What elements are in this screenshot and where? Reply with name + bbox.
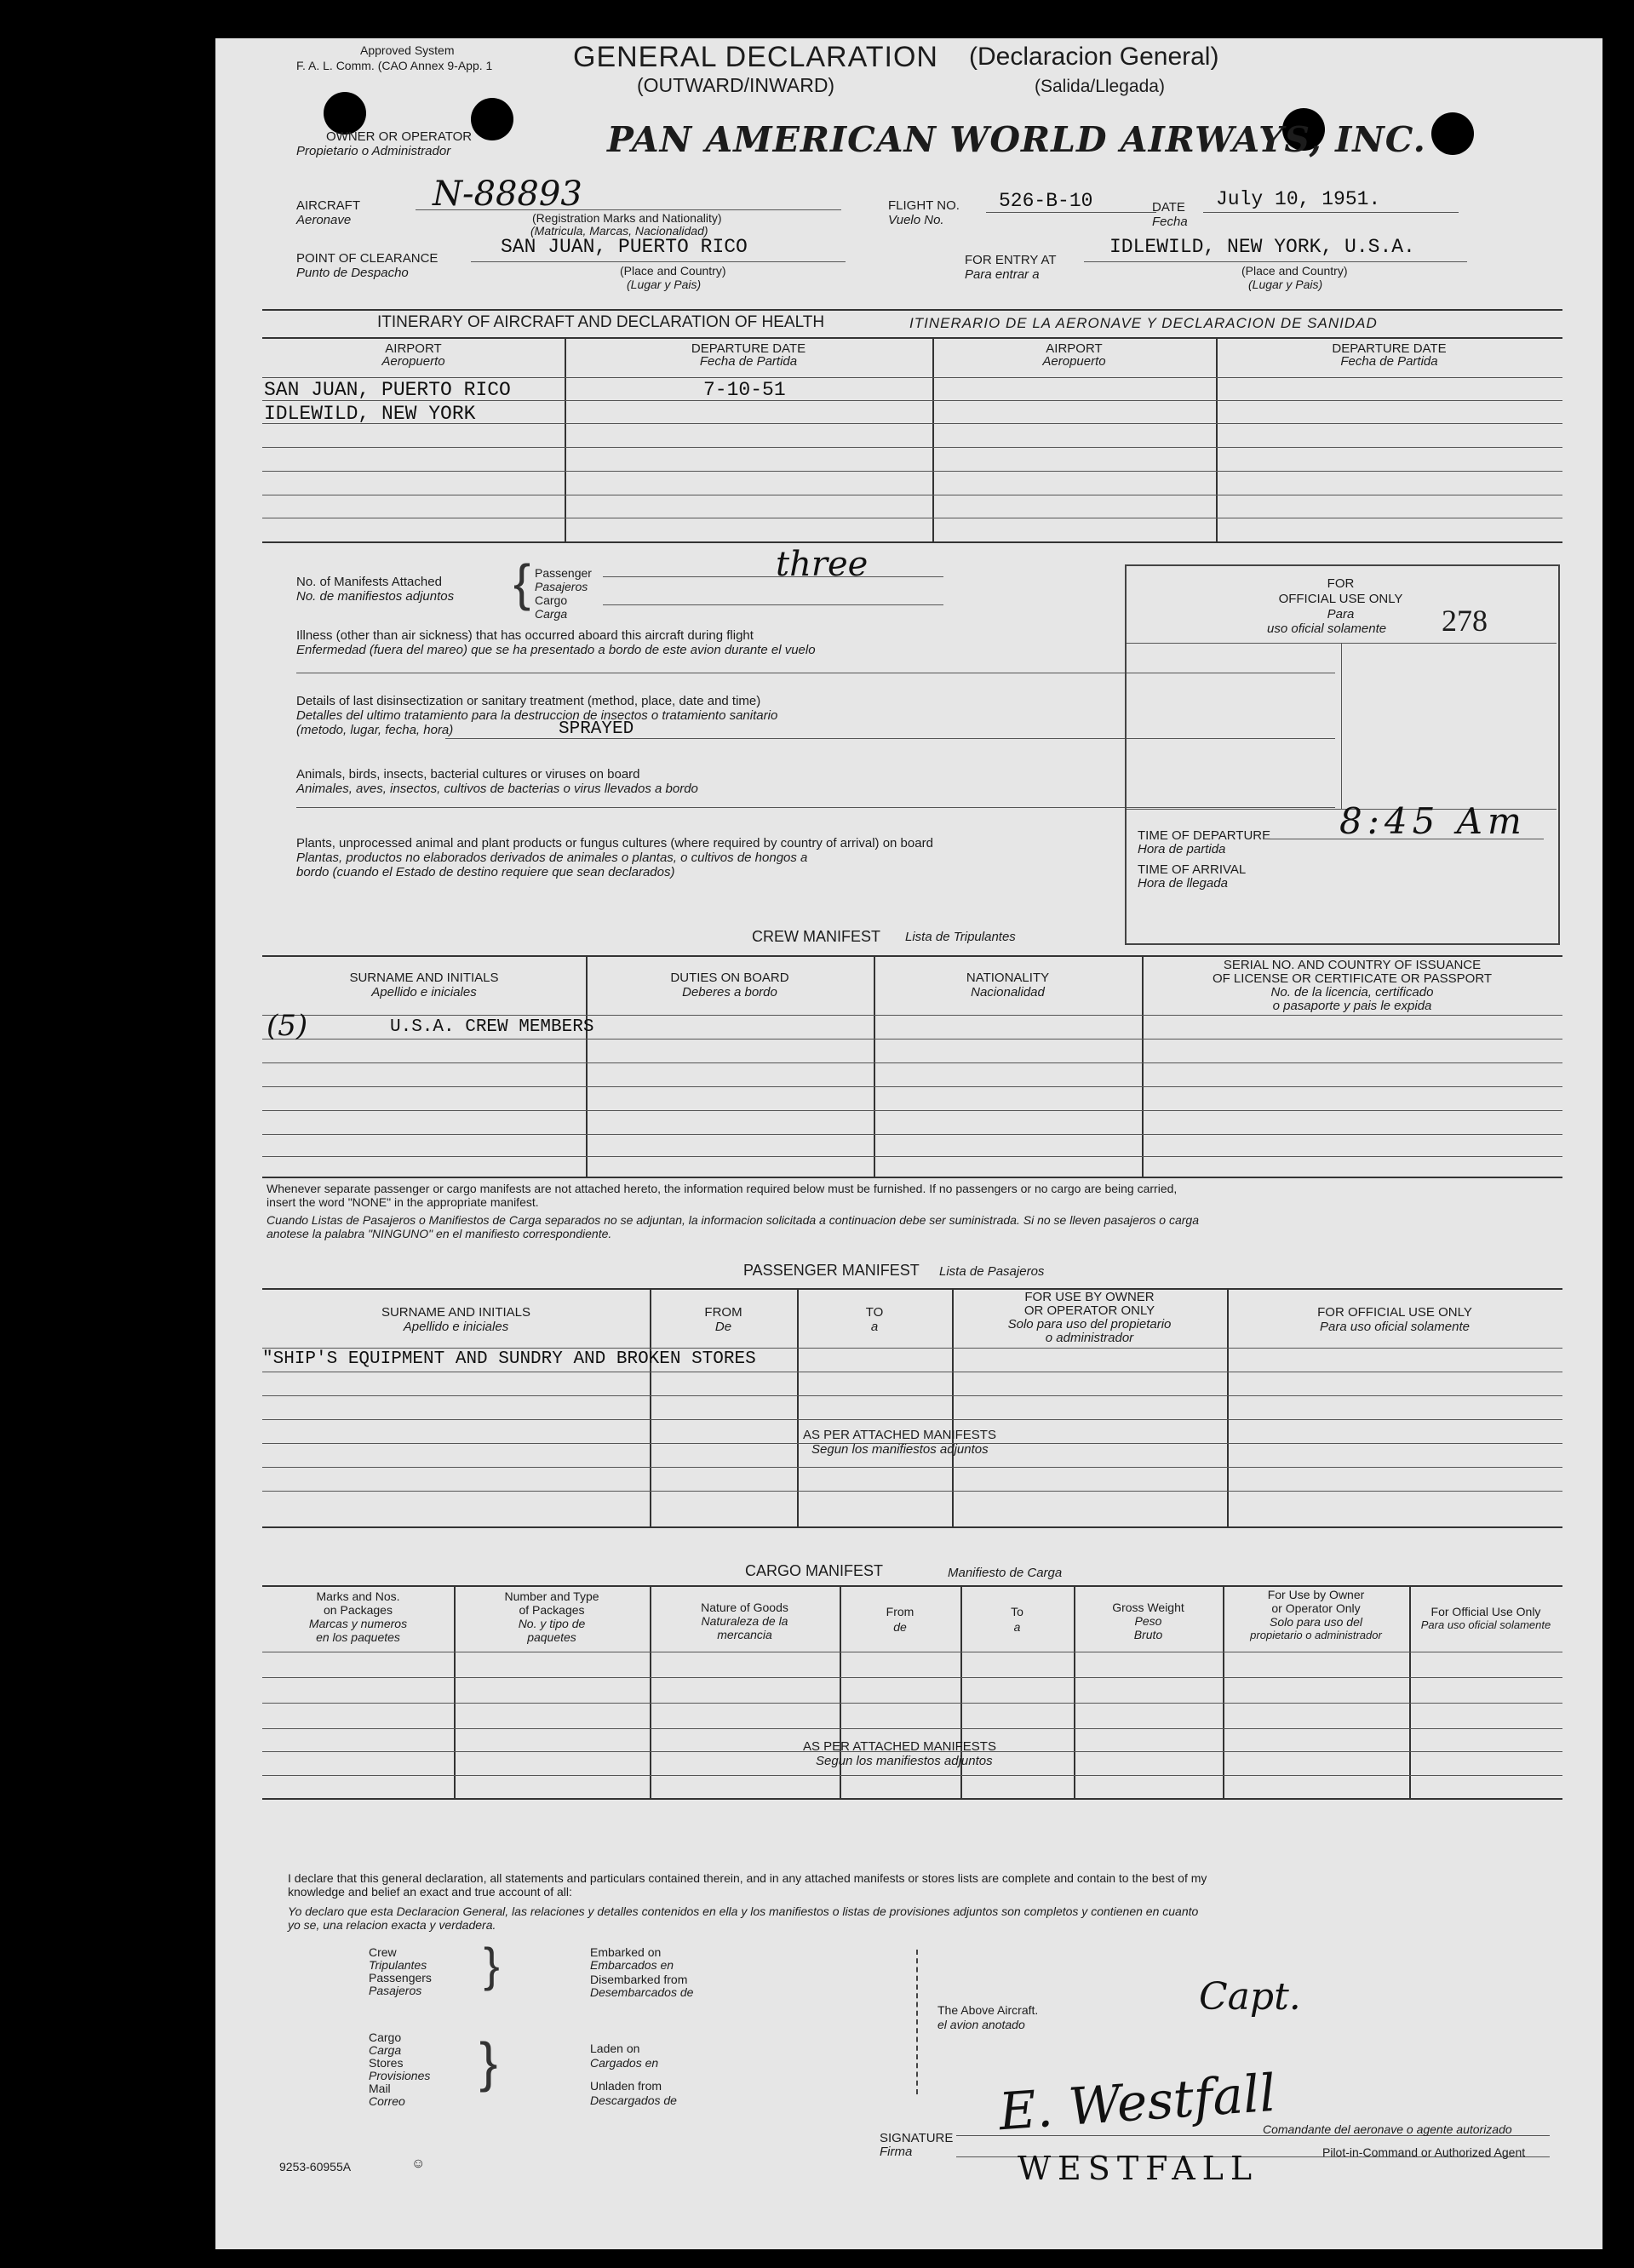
clearance-label-es: Punto de Despacho — [296, 266, 409, 280]
manifests-value: three — [776, 545, 869, 584]
cargo-col-marks-2: on Packages — [324, 1603, 393, 1617]
disinsect-label-es-2: (metodo, lugar, fecha, hora) — [296, 723, 454, 737]
illness-label-es: Enfermedad (fuera del mareo) que se ha presentado a bordo de este avion durante el vuelo — [296, 643, 816, 657]
cargo-col-marks: Marks and Nos. — [316, 1589, 400, 1603]
cargo-col-weight: Gross Weight — [1112, 1601, 1184, 1614]
cargo-col-weight-es-2: Bruto — [1133, 1628, 1163, 1641]
commander-es: Comandante del aeronave o agente autorizado — [1263, 2122, 1512, 2136]
decl-mail: Mail — [369, 2082, 391, 2095]
punch-hole — [1431, 112, 1474, 155]
notice-l3: Cuando Listas de Pasajeros o Manifiestos de Carga separados no se adjuntan, la informacion solicitada a continuacion debe ser suministrada. Si no se lleven pasajeros o carga — [267, 1213, 1199, 1227]
brace-icon: { — [513, 554, 531, 611]
itinerary-title: ITINERARY OF AIRCRAFT AND DECLARATION OF HEALTH — [377, 313, 825, 331]
plants-label-es: Plantas, productos no elaborados derivados de animales o plantas, o cultivos de hongos a — [296, 850, 808, 865]
manifests-label-es: No. de manifiestos adjuntos — [296, 589, 455, 604]
declaration-l2: knowledge and belief an exact and true account of all: — [288, 1885, 572, 1899]
departure-label-es: Hora de partida — [1138, 842, 1226, 856]
departure-label: TIME OF DEPARTURE — [1138, 828, 1271, 843]
decl-crew: Crew — [369, 1945, 397, 1959]
itin-col-departure-2-es: Fecha de Partida — [1340, 354, 1438, 369]
approved-system: Approved System — [360, 43, 455, 57]
pass-col-from-es: De — [714, 1320, 732, 1334]
brace-icon: } — [484, 1938, 500, 1991]
cargo-col-official: For Official Use Only — [1430, 1605, 1541, 1618]
declaration-l3: Yo declaro que esta Declaracion General, las relaciones y detalles contenidos en ella y los manifiestos o listas de provisiones adjuntos son completos y contienen en cuanto — [288, 1904, 1199, 1918]
entry-label: FOR ENTRY AT — [965, 253, 1057, 267]
aircraft-sub1: (Registration Marks and Nationality) — [532, 211, 722, 225]
passenger-title-es: Lista de Pasajeros — [939, 1264, 1045, 1279]
pass-col-owner-es-2: o administrador — [1045, 1331, 1134, 1345]
decl-stores-es: Provisiones — [369, 2069, 431, 2082]
above-aircraft-es: el avion anotado — [937, 2018, 1025, 2031]
pass-col-official-es: Para uso oficial solamente — [1320, 1320, 1470, 1334]
date-label: DATE — [1152, 200, 1185, 215]
pass-col-owner-es: Solo para uso del propietario — [1007, 1317, 1172, 1332]
decl-cargo-es: Carga — [369, 2043, 402, 2057]
decl-emb: Embarked on — [590, 1945, 662, 1959]
pass-col-to-es: a — [870, 1320, 879, 1334]
crew-col-nationality: NATIONALITY — [966, 971, 1050, 985]
itin-col-departure: DEPARTURE DATE — [691, 341, 806, 356]
departure-value: 8:45 Am — [1339, 800, 1527, 842]
punch-hole — [324, 92, 366, 135]
pass-col-to: TO — [865, 1305, 884, 1320]
cargo-col-number-2: of Packages — [519, 1603, 585, 1617]
commander-label: Pilot-in-Command or Authorized Agent — [1322, 2145, 1526, 2159]
above-aircraft: The Above Aircraft. — [937, 2003, 1039, 2017]
cargo-col-owner-es: Solo para uso del — [1270, 1615, 1362, 1629]
date-value: July 10, 1951. — [1216, 188, 1381, 210]
owner-label-es: Propietario o Administrador — [296, 144, 451, 158]
official-for: FOR — [1327, 576, 1355, 591]
decl-laden: Laden on — [590, 2042, 640, 2055]
passenger-label-es: Pasajeros — [535, 580, 588, 593]
cargo-col-nature: Nature of Goods — [701, 1601, 788, 1614]
arrival-label: TIME OF ARRIVAL — [1138, 862, 1247, 877]
pass-col-owner: FOR USE BY OWNER — [1024, 1290, 1155, 1304]
crew-col-nationality-es: Nacionalidad — [971, 985, 1045, 999]
passenger-per: AS PER ATTACHED MANIFESTS — [803, 1428, 996, 1442]
notice-l1: Whenever separate passenger or cargo manifests are not attached hereto, the information required below must be furnished. If no passengers or no cargo are being carried, — [267, 1182, 1178, 1195]
crew-col-surname-es: Apellido e iniciales — [371, 985, 477, 999]
crew-col-duties: DUTIES ON BOARD — [670, 971, 789, 985]
cargo-per: AS PER ATTACHED MANIFESTS — [803, 1739, 996, 1754]
owner-value: PAN AMERICAN WORLD AIRWAYS, INC. — [607, 119, 1426, 160]
itin-row-1-airport: SAN JUAN, PUERTO RICO — [264, 379, 511, 401]
itin-col-airport-es: Aeropuerto — [381, 354, 445, 369]
declaration-sheet — [215, 38, 1602, 2249]
cargo-col-number-es-2: paquetes — [527, 1630, 576, 1644]
declaration-l4: yo se, una relacion exacta y verdadera. — [288, 1918, 496, 1932]
pass-col-surname: SURNAME AND INITIALS — [381, 1305, 531, 1320]
cargo-col-weight-es: Peso — [1134, 1614, 1162, 1628]
date-label-es: Fecha — [1152, 215, 1188, 229]
notice-l2: insert the word "NONE" in the appropriate manifest. — [267, 1195, 539, 1209]
cargo-per-es: Segun los manifiestos adjuntos — [816, 1754, 993, 1768]
crew-col-serial-2: OF LICENSE OR CERTIFICATE OR PASSPORT — [1212, 971, 1493, 986]
cargo-col-to-es: a — [1013, 1620, 1021, 1634]
plants-label: Plants, unprocessed animal and plant products or fungus cultures (where required by country of arrival) on board — [296, 836, 933, 850]
aircraft-value: N-88893 — [433, 175, 582, 214]
itin-col-departure-es: Fecha de Partida — [699, 354, 798, 369]
faa-comm: F. A. L. Comm. (CAO Annex 9-App. 1 — [296, 59, 493, 72]
passenger-entry: "SHIP'S EQUIPMENT AND SUNDRY AND BROKEN STORES — [262, 1349, 756, 1369]
disinsect-label-es: Detalles del ultimo tratamiento para la destruccion de insectos o tratamiento sanitario — [296, 708, 778, 723]
flight-label-es: Vuelo No. — [888, 213, 944, 227]
passenger-per-es: Segun los manifiestos adjuntos — [811, 1442, 989, 1457]
notice-l4: anotese la palabra "NINGUNO" en el manifiesto correspondiente. — [267, 1227, 612, 1240]
decl-crew-es: Tripulantes — [369, 1958, 427, 1972]
crew-col-serial-es: No. de la licencia, certificado — [1270, 985, 1434, 999]
cargo-col-number: Number and Type — [504, 1589, 599, 1603]
aircraft-label-es: Aeronave — [296, 213, 352, 227]
signature-label: SIGNATURE — [880, 2131, 954, 2145]
clearance-sub2: (Lugar y Pais) — [627, 278, 702, 291]
aircraft-label: AIRCRAFT — [296, 198, 360, 213]
clearance-sub1: (Place and Country) — [620, 264, 726, 278]
printed-name: WESTFALL — [1018, 2150, 1259, 2187]
pass-col-official: FOR OFFICIAL USE ONLY — [1317, 1305, 1472, 1320]
cargo-col-to: To — [1011, 1605, 1023, 1618]
pass-col-from: FROM — [704, 1305, 742, 1320]
entry-label-es: Para entrar a — [965, 267, 1040, 282]
salida-llegada: (Salida/Llegada) — [1035, 77, 1165, 96]
pass-col-surname-es: Apellido e iniciales — [403, 1320, 509, 1334]
cargo-col-from-es: de — [893, 1620, 907, 1634]
decl-unladen-es: Descargados de — [590, 2093, 677, 2107]
cargo-title-es: Manifiesto de Carga — [948, 1566, 1063, 1580]
flight-value: 526-B-10 — [999, 190, 1093, 212]
itin-row-2-airport: IDLEWILD, NEW YORK — [264, 403, 476, 425]
decl-dis-es: Desembarcados de — [590, 1985, 694, 1999]
crew-col-surname: SURNAME AND INITIALS — [349, 971, 499, 985]
official-number: 278 — [1442, 604, 1488, 638]
outward-inward: (OUTWARD/INWARD) — [637, 74, 835, 96]
itin-col-airport: AIRPORT — [385, 341, 442, 356]
entry-sub2: (Lugar y Pais) — [1248, 278, 1323, 291]
crew-col-serial-es-2: o pasaporte y pais le expida — [1272, 999, 1432, 1013]
official-para: Para — [1327, 607, 1355, 621]
cargo-col-owner: For Use by Owner — [1267, 1588, 1365, 1601]
cargo-label: Cargo — [535, 593, 568, 607]
cargo-col-nature-es: Naturaleza de la — [701, 1614, 788, 1628]
itin-col-airport-2-es: Aeropuerto — [1042, 354, 1106, 369]
decl-dis: Disembarked from — [590, 1973, 688, 1986]
declaration-l1: I declare that this general declaration, all statements and particulars contained therein, and in any attached manifests or stores lists are complete and contain to the best of my — [288, 1871, 1207, 1885]
form-number: 9253-60955A — [279, 2160, 352, 2174]
itinerary-title-es: ITINERARIO DE LA AERONAVE Y DECLARACION DE SANIDAD — [909, 315, 1378, 331]
arrival-label-es: Hora de llegada — [1138, 876, 1228, 891]
clearance-label: POINT OF CLEARANCE — [296, 251, 439, 266]
entry-sub1: (Place and Country) — [1241, 264, 1348, 278]
animals-label-es: Animales, aves, insectos, cultivos de bacterias o virus llevados a bordo — [296, 782, 698, 796]
crew-title-es: Lista de Tripulantes — [905, 930, 1016, 944]
brace-icon: } — [479, 2031, 498, 2093]
passenger-label: Passenger — [535, 566, 592, 580]
animals-label: Animals, birds, insects, bacterial cultures or viruses on board — [296, 767, 640, 782]
manifests-label: No. of Manifests Attached — [296, 575, 442, 589]
cargo-col-nature-es-2: mercancia — [717, 1628, 772, 1641]
cargo-col-official-es: Para uso oficial solamente — [1420, 1618, 1551, 1631]
plants-label-es-2: bordo (cuando el Estado de destino requiere que sean declarados) — [296, 865, 675, 879]
crew-count: (5) — [267, 1009, 308, 1043]
decl-stores: Stores — [369, 2056, 404, 2070]
clearance-value: SAN JUAN, PUERTO RICO — [501, 236, 748, 258]
captain-title: Capt. — [1199, 1975, 1301, 2019]
pass-col-owner-2: OR OPERATOR ONLY — [1023, 1303, 1155, 1318]
disinsect-value: SPRAYED — [559, 719, 634, 739]
crew-col-serial: SERIAL NO. AND COUNTRY OF ISSUANCE — [1223, 958, 1482, 972]
cargo-col-from: From — [886, 1605, 914, 1618]
official-label: OFFICIAL USE ONLY — [1278, 592, 1403, 606]
decl-laden-es: Cargados en — [590, 2056, 659, 2070]
decl-pass-es: Pasajeros — [369, 1984, 422, 1997]
crew-col-duties-es: Deberes a bordo — [682, 985, 777, 999]
entry-value: IDLEWILD, NEW YORK, U.S.A. — [1109, 236, 1415, 258]
flight-label: FLIGHT NO. — [888, 198, 960, 213]
cargo-label-es: Carga — [535, 607, 568, 621]
cargo-col-marks-es: Marcas y numeros — [308, 1617, 408, 1630]
cargo-col-owner-2: or Operator Only — [1271, 1601, 1361, 1615]
decl-unladen: Unladen from — [590, 2079, 662, 2093]
cargo-col-number-es: No. y tipo de — [518, 1617, 586, 1630]
cargo-col-owner-es-2: propietario o administrador — [1250, 1629, 1382, 1641]
official-label-es: uso oficial solamente — [1267, 621, 1387, 636]
passenger-title: PASSENGER MANIFEST — [743, 1262, 920, 1279]
cargo-col-marks-es-2: en los paquetes — [316, 1630, 400, 1644]
signature: E. Westfall — [996, 2063, 1278, 2143]
itin-row-1-date: 7-10-51 — [703, 379, 786, 401]
itin-col-airport-2: AIRPORT — [1046, 341, 1103, 356]
form-title-es: (Declaracion General) — [969, 43, 1219, 71]
owner-label: OWNER OR OPERATOR — [326, 129, 473, 144]
decl-pass: Passengers — [369, 1971, 432, 1984]
decl-mail-es: Correo — [369, 2094, 405, 2108]
decl-cargo: Cargo — [369, 2030, 402, 2044]
union-label-icon: ☺ — [411, 2156, 426, 2171]
illness-label: Illness (other than air sickness) that has occurred aboard this aircraft during flight — [296, 628, 754, 643]
punch-hole — [471, 98, 513, 140]
disinsect-label: Details of last disinsectization or sanitary treatment (method, place, date and time) — [296, 694, 761, 708]
crew-title: CREW MANIFEST — [752, 928, 880, 945]
form-title: GENERAL DECLARATION — [573, 41, 938, 73]
aircraft-sub2: (Matricula, Marcas, Nacionalidad) — [530, 224, 708, 238]
cargo-title: CARGO MANIFEST — [745, 1562, 884, 1579]
decl-emb-es: Embarcados en — [590, 1958, 674, 1972]
itin-col-departure-2: DEPARTURE DATE — [1332, 341, 1447, 356]
crew-entry: U.S.A. CREW MEMBERS — [390, 1017, 594, 1037]
signature-label-es: Firma — [880, 2145, 913, 2159]
